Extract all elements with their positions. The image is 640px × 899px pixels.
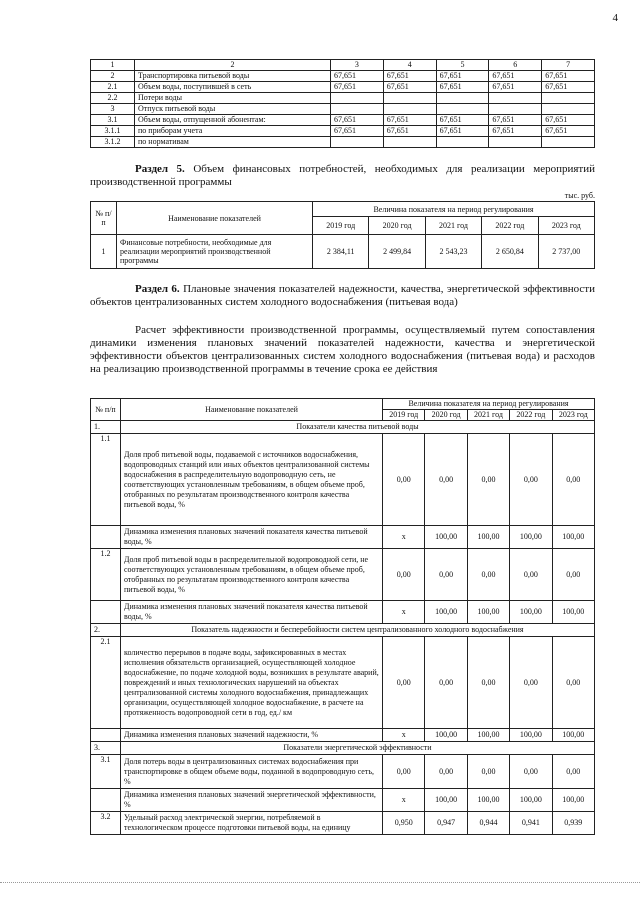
table-row [91, 755, 595, 789]
column-header-period: Величина показателя на период регулирования [313, 202, 595, 217]
row-value [383, 93, 436, 104]
row-value: 67,651 [331, 115, 384, 126]
row-value: 67,651 [331, 126, 384, 137]
row-value: 2 384,11 [313, 235, 369, 269]
row-value: 100,00 [467, 729, 509, 742]
row-name: Удельный расход электрической энергии, потребляемой в технологическом процессе подготовки питьевой воды, на единицу [121, 812, 383, 835]
row-value: 67,651 [383, 115, 436, 126]
page-number: 4 [612, 12, 618, 24]
row-number: 3.1 [91, 755, 121, 789]
table-row [91, 789, 595, 812]
row-value: 0,00 [510, 637, 552, 729]
row-value [383, 137, 436, 148]
row-number: 3.1.1 [91, 126, 135, 137]
row-number [91, 601, 121, 624]
table-row [91, 235, 595, 269]
row-name: Динамика изменения плановых значений энергетической эффективности, % [121, 789, 383, 812]
row-value: 0,00 [510, 549, 552, 601]
row-value: 100,00 [510, 789, 552, 812]
row-value: 0,00 [467, 434, 509, 526]
table-row [91, 526, 595, 549]
column-header-period: Величина показателя на период регулирования [383, 399, 595, 410]
row-name: Динамика изменения плановых значений надежности, % [121, 729, 383, 742]
row-value: 67,651 [436, 115, 489, 126]
row-number [91, 789, 121, 812]
row-value: 2 737,00 [538, 235, 594, 269]
section6-paragraph: Расчет эффективности производственной программы, осуществляемый путем сопоставления динамики изменения плановых значений показателей надежности, качества и энергетической эффективности объектов централизованных систем холодного водоснабжения (питьевая вода) и расходов на реализацию производственной программы в течение срока ее действия [90, 324, 595, 375]
table-row [91, 812, 595, 835]
row-value: 67,651 [489, 115, 542, 126]
unit-label: тыс. руб. [564, 191, 595, 200]
row-value: 100,00 [425, 789, 467, 812]
row-value: 67,651 [383, 71, 436, 82]
row-value: 2 543,23 [425, 235, 481, 269]
row-value: 100,00 [552, 526, 594, 549]
section6-heading [90, 283, 595, 309]
section6-label: Раздел 6. [135, 283, 180, 295]
row-number: 2.2 [91, 93, 135, 104]
section-number: 3. [91, 742, 121, 755]
table-row [91, 104, 595, 115]
row-value [489, 137, 542, 148]
row-value: 0,00 [383, 637, 425, 729]
table-header-cell: 4 [383, 60, 436, 71]
row-name: Объем воды, поступившей в сеть [135, 82, 331, 93]
table-row [91, 93, 595, 104]
water-volume-table [90, 59, 595, 148]
row-value: 0,00 [425, 637, 467, 729]
row-value: 0,00 [467, 549, 509, 601]
year-header: 2020 год [425, 410, 467, 421]
section-title: Показатель надежности и бесперебойности систем централизованного холодного водоснабжения [121, 624, 595, 637]
row-number: 3 [91, 104, 135, 115]
row-value: 0,941 [510, 812, 552, 835]
table-row [91, 82, 595, 93]
row-value: 0,939 [552, 812, 594, 835]
row-value: 67,651 [436, 126, 489, 137]
row-value: 0,00 [383, 755, 425, 789]
year-header: 2019 год [313, 217, 369, 235]
table-row [91, 729, 595, 742]
row-value: 0,00 [467, 637, 509, 729]
table-row [91, 549, 595, 601]
section5-title: Объем финансовых потребностей, необходимых для реализации мероприятий производственной программы [90, 163, 595, 188]
row-value: 67,651 [489, 126, 542, 137]
row-name: Динамика изменения плановых значений показателя качества питьевой воды, % [121, 601, 383, 624]
section-number: 2. [91, 624, 121, 637]
column-header-name: Наименование показателей [117, 202, 313, 235]
row-value [489, 93, 542, 104]
row-number [91, 729, 121, 742]
table-header-cell: 1 [91, 60, 135, 71]
table-header-cell: 2 [135, 60, 331, 71]
section-row [91, 742, 595, 755]
row-value: 0,950 [383, 812, 425, 835]
row-value [331, 93, 384, 104]
column-header-name: Наименование показателей [121, 399, 383, 421]
year-header: 2020 год [369, 217, 425, 235]
row-value: 2 650,84 [482, 235, 538, 269]
row-value: 100,00 [510, 601, 552, 624]
section-title: Показатели энергетической эффективности [121, 742, 595, 755]
row-value: 67,651 [331, 82, 384, 93]
section5-heading [90, 163, 595, 189]
section-row [91, 421, 595, 434]
row-value: 0,00 [510, 755, 552, 789]
row-number: 1 [91, 235, 117, 269]
table-row [91, 637, 595, 729]
table-header-cell: 6 [489, 60, 542, 71]
year-header: 2022 год [510, 410, 552, 421]
row-value: 100,00 [552, 601, 594, 624]
row-name: Динамика изменения плановых значений показателя качества питьевой воды, % [121, 526, 383, 549]
row-name: Транспортировка питьевой воды [135, 71, 331, 82]
row-value: 100,00 [425, 729, 467, 742]
section-title: Показатели качества питьевой воды [121, 421, 595, 434]
table-header-row [91, 60, 595, 71]
row-name: Потери воды [135, 93, 331, 104]
row-value: 0,00 [425, 755, 467, 789]
row-name: Объем воды, отпущенной абонентам: [135, 115, 331, 126]
row-value: 100,00 [552, 789, 594, 812]
year-header: 2021 год [467, 410, 509, 421]
row-value [436, 137, 489, 148]
row-value: 0,00 [552, 434, 594, 526]
row-name: по нормативам [135, 137, 331, 148]
row-value: 67,651 [542, 115, 595, 126]
row-value: х [383, 789, 425, 812]
row-number: 1.2 [91, 549, 121, 601]
row-name: Финансовые потребности, необходимые для реализации мероприятий производственной программы [117, 235, 313, 269]
row-value: 0,00 [467, 755, 509, 789]
row-value [436, 104, 489, 115]
section6-title: Плановые значения показателей надежности, качества, энергетической эффективности объектов централизованных систем холодного водоснабжения (питьевая вода) [90, 283, 595, 308]
row-value: 0,00 [552, 755, 594, 789]
row-value: 0,00 [552, 637, 594, 729]
row-value [542, 137, 595, 148]
row-name: по приборам учета [135, 126, 331, 137]
row-value: 100,00 [510, 729, 552, 742]
year-header: 2023 год [552, 410, 594, 421]
row-value: 0,00 [383, 549, 425, 601]
table-header-cell: 7 [542, 60, 595, 71]
indicators-table [90, 398, 595, 835]
row-name: Отпуск питьевой воды [135, 104, 331, 115]
row-value: 0,00 [510, 434, 552, 526]
row-number: 2 [91, 71, 135, 82]
row-value [383, 104, 436, 115]
row-name: Доля проб питьевой воды в распределительной водопроводной сети, не соответствующих установленным требованиям, в общем объеме проб, отобранных по результатам производственного контроля качества питьевой воды, % [121, 549, 383, 601]
row-value: 100,00 [425, 601, 467, 624]
row-name: количество перерывов в подаче воды, зафиксированных в местах исполнения обязательств организацией, осуществляющей холодное водоснабжение, по подаче холодной воды, возникших в результате аварий, повреждений и иных технологических нарушений на объектах централизованной системы холодного водоснабжения, принадлежащих организации, осуществляющей холодное водоснабжение, в расчете на протяженность водопроводной сети в год, ед./ км [121, 637, 383, 729]
column-header-number: № п/п [91, 399, 121, 421]
row-value: 100,00 [467, 601, 509, 624]
row-value: 0,947 [425, 812, 467, 835]
row-number: 3.1 [91, 115, 135, 126]
row-value: 0,00 [552, 549, 594, 601]
row-number [91, 526, 121, 549]
table-header-cell: 3 [331, 60, 384, 71]
year-header: 2022 год [482, 217, 538, 235]
row-value: 67,651 [436, 82, 489, 93]
section-row [91, 624, 595, 637]
row-value: 67,651 [542, 71, 595, 82]
year-header: 2023 год [538, 217, 594, 235]
row-name: Доля потерь воды в централизованных системах водоснабжения при транспортировке в общем объеме воды, поданной в водопроводную сеть, % [121, 755, 383, 789]
row-value: 100,00 [425, 526, 467, 549]
row-value [542, 104, 595, 115]
row-number: 3.1.2 [91, 137, 135, 148]
table-row [91, 137, 595, 148]
row-value: 0,00 [383, 434, 425, 526]
row-value: 100,00 [467, 789, 509, 812]
row-value: х [383, 601, 425, 624]
row-value: 2 499,84 [369, 235, 425, 269]
section5-label: Раздел 5. [135, 163, 185, 175]
row-value: 0,00 [425, 549, 467, 601]
row-value [489, 104, 542, 115]
page-bottom-divider [0, 882, 640, 883]
row-value: 67,651 [489, 82, 542, 93]
row-value: х [383, 526, 425, 549]
row-value: 67,651 [383, 126, 436, 137]
section-number: 1. [91, 421, 121, 434]
row-number: 1.1 [91, 434, 121, 526]
row-value: х [383, 729, 425, 742]
row-value: 67,651 [436, 71, 489, 82]
row-value [542, 93, 595, 104]
table-row [91, 126, 595, 137]
row-value: 67,651 [331, 71, 384, 82]
table-row [91, 601, 595, 624]
year-header: 2019 год [383, 410, 425, 421]
row-value [331, 137, 384, 148]
table-row [91, 115, 595, 126]
row-value: 67,651 [383, 82, 436, 93]
row-number: 2.1 [91, 637, 121, 729]
column-header-number: № п/ п [91, 202, 117, 235]
row-value: 100,00 [510, 526, 552, 549]
table-row [91, 434, 595, 526]
financial-needs-table [90, 201, 595, 269]
year-header: 2021 год [425, 217, 481, 235]
row-value: 67,651 [542, 82, 595, 93]
table-row [91, 71, 595, 82]
row-name: Доля проб питьевой воды, подаваемой с источников водоснабжения, водопроводных станций или иных объектов централизованной системы водоснабжения в распределительную водопроводную сеть, не соответствующих установленным требованиям, в общем объеме проб, отобранных по результатам производственного контроля качества питьевой воды, % [121, 434, 383, 526]
row-value: 100,00 [467, 526, 509, 549]
row-value: 100,00 [552, 729, 594, 742]
row-value [436, 93, 489, 104]
row-value: 0,00 [425, 434, 467, 526]
table-header-cell: 5 [436, 60, 489, 71]
row-value [331, 104, 384, 115]
row-number: 3.2 [91, 812, 121, 835]
row-number: 2.1 [91, 82, 135, 93]
row-value: 0,944 [467, 812, 509, 835]
row-value: 67,651 [489, 71, 542, 82]
row-value: 67,651 [542, 126, 595, 137]
